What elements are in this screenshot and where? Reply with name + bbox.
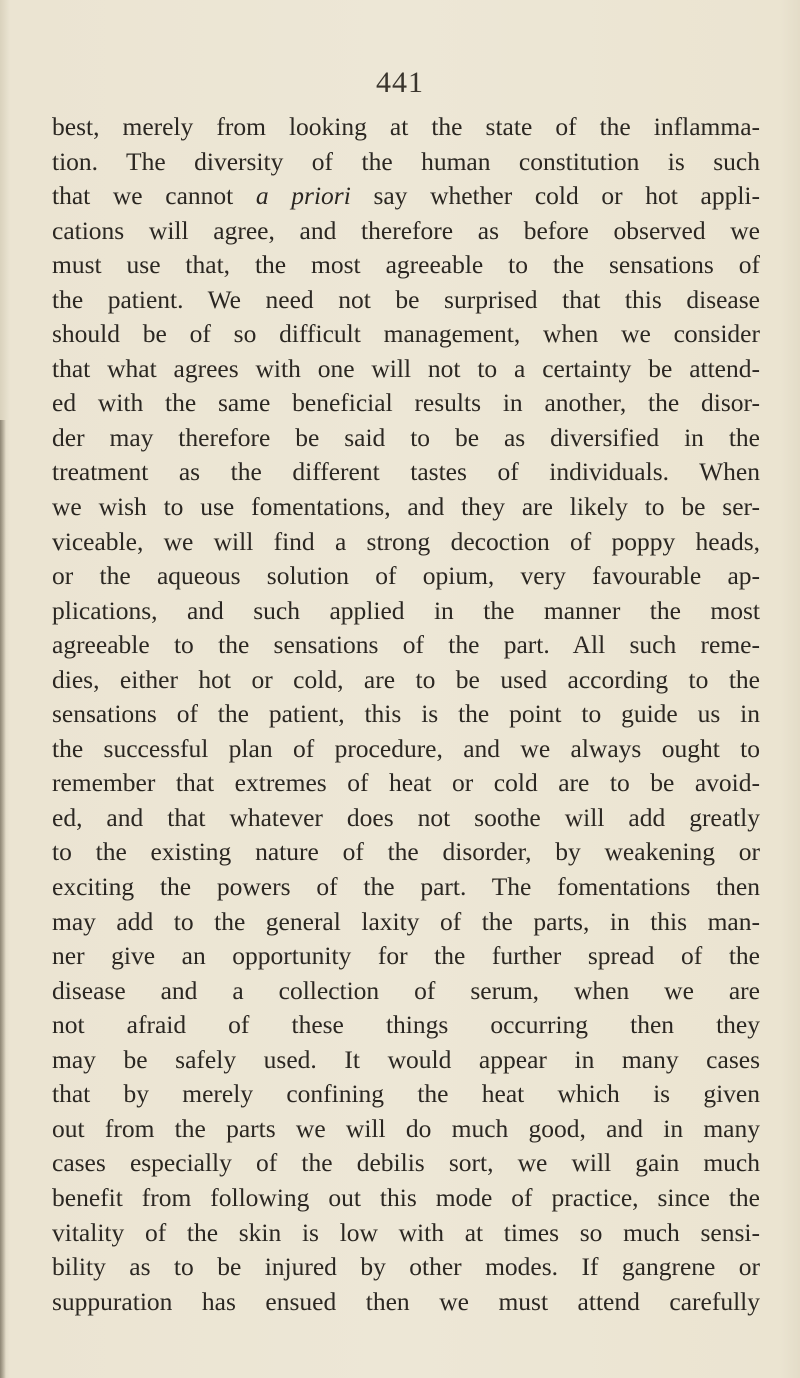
text-line: or the aqueous solution of opium, very favourable ap- <box>52 561 760 591</box>
text-line: ed with the same beneficial results in another, the disor- <box>52 388 760 418</box>
italic-phrase: a priori <box>255 181 351 211</box>
text-line: out from the parts we will do much good, and in many <box>52 1113 760 1143</box>
text-line: viceable, we will find a strong decoction of poppy heads, <box>52 526 760 556</box>
text-line: should be of so difficult management, when we consider <box>52 319 760 349</box>
text-line: cations will agree, and therefore as before observed we <box>52 215 760 245</box>
text-line: treatment as the different tastes of individuals. When <box>52 457 760 487</box>
text-line: disease and a collection of serum, when we are <box>52 975 760 1005</box>
text-line: that by merely confining the heat which is given <box>52 1079 760 1109</box>
text-line: vitality of the skin is low with at times so much sensi- <box>52 1217 760 1247</box>
text-line: benefit from following out this mode of practice, since the <box>52 1182 760 1212</box>
page-gutter-shadow <box>0 420 6 1378</box>
text-line: ner give an opportunity for the further spread of the <box>52 941 760 971</box>
text-line: ed, and that whatever does not soothe will add greatly <box>52 802 760 832</box>
text-line: may be safely used. It would appear in many cases <box>52 1044 760 1074</box>
text-line: not afraid of these things occurring then they <box>52 1010 760 1040</box>
text-line: we wish to use fomentations, and they are likely to be ser- <box>52 492 760 522</box>
text-line: to the existing nature of the disorder, by weakening or <box>52 837 760 867</box>
text-line: that what agrees with one will not to a certainty be attend- <box>52 353 760 383</box>
text-line: suppuration has ensued then we must attend carefully <box>52 1286 760 1316</box>
text-line: dies, either hot or cold, are to be used according to the <box>52 664 760 694</box>
text-line: may add to the general laxity of the parts, in this man- <box>52 906 760 936</box>
text-line: remember that extremes of heat or cold are to be avoid- <box>52 768 760 798</box>
text-line: der may therefore be said to be as diversified in the <box>52 422 760 452</box>
page-number: 441 <box>376 66 424 99</box>
text-line: the patient. We need not be surprised that this disease <box>52 284 760 314</box>
text-line: agreeable to the sensations of the part. All such reme- <box>52 630 760 660</box>
text-line: sensations of the patient, this is the point to guide us in <box>52 699 760 729</box>
body-text <box>52 110 760 1319</box>
text-line: must use that, the most agreeable to the sensations of <box>52 250 760 280</box>
text-line: that we cannot a priori say whether cold or hot appli- <box>52 181 760 211</box>
text-line: the successful plan of procedure, and we always ought to <box>52 733 760 763</box>
text-line: plications, and such applied in the manner the most <box>52 595 760 625</box>
text-line: best, merely from looking at the state of the inflamma- <box>52 112 760 141</box>
text-line: exciting the powers of the part. The fomentations then <box>52 872 760 902</box>
text-line: tion. The diversity of the human constitution is such <box>52 146 760 176</box>
text-line: bility as to be injured by other modes. If gangrene or <box>52 1252 760 1282</box>
text-line: cases especially of the debilis sort, we will gain much <box>52 1148 760 1178</box>
